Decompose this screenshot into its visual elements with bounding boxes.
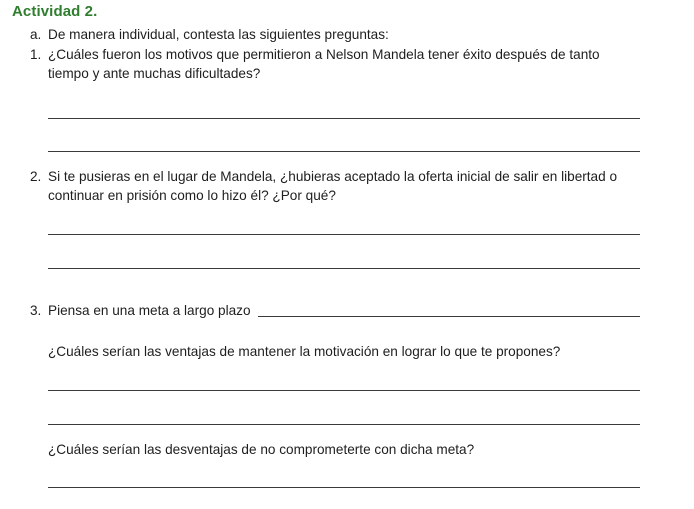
section-marker: a. bbox=[30, 27, 42, 42]
question-3-sub-2: ¿Cuáles serían las desventajas de no comprometerte con dicha meta? bbox=[48, 442, 475, 457]
answer-line-2b[interactable] bbox=[48, 268, 640, 269]
question-1-number: 1. bbox=[30, 47, 42, 62]
answer-line-3a[interactable] bbox=[48, 390, 640, 391]
answer-line-2a[interactable] bbox=[48, 234, 640, 235]
answer-line-1a[interactable] bbox=[48, 118, 640, 119]
question-1-text-line-2: tiempo y ante muchas dificultades? bbox=[48, 66, 261, 81]
question-3-number: 3. bbox=[30, 303, 42, 318]
question-2-number: 2. bbox=[30, 169, 42, 184]
activity-title: Actividad 2. bbox=[12, 3, 98, 20]
section-instructions: De manera individual, contesta las siguientes preguntas: bbox=[48, 27, 389, 42]
answer-line-3b[interactable] bbox=[48, 424, 640, 425]
answer-line-1b[interactable] bbox=[48, 151, 640, 152]
question-2-text-line-2: continuar en prisión como lo hizo él? ¿Por qué? bbox=[48, 188, 336, 203]
question-2-text-line-1: Si te pusieras en el lugar de Mandela, ¿hubieras aceptado la oferta inicial de salir en libertad o bbox=[48, 169, 618, 184]
question-3-text: Piensa en una meta a largo plazo bbox=[48, 303, 251, 318]
answer-line-3c[interactable] bbox=[48, 487, 640, 488]
question-3-sub-1: ¿Cuáles serían las ventajas de mantener la motivación en lograr lo que te propones? bbox=[48, 344, 561, 359]
question-1-text-line-1: ¿Cuáles fueron los motivos que permitieron a Nelson Mandela tener éxito después de tanto bbox=[48, 47, 600, 62]
answer-line-3-goal[interactable] bbox=[258, 316, 640, 317]
